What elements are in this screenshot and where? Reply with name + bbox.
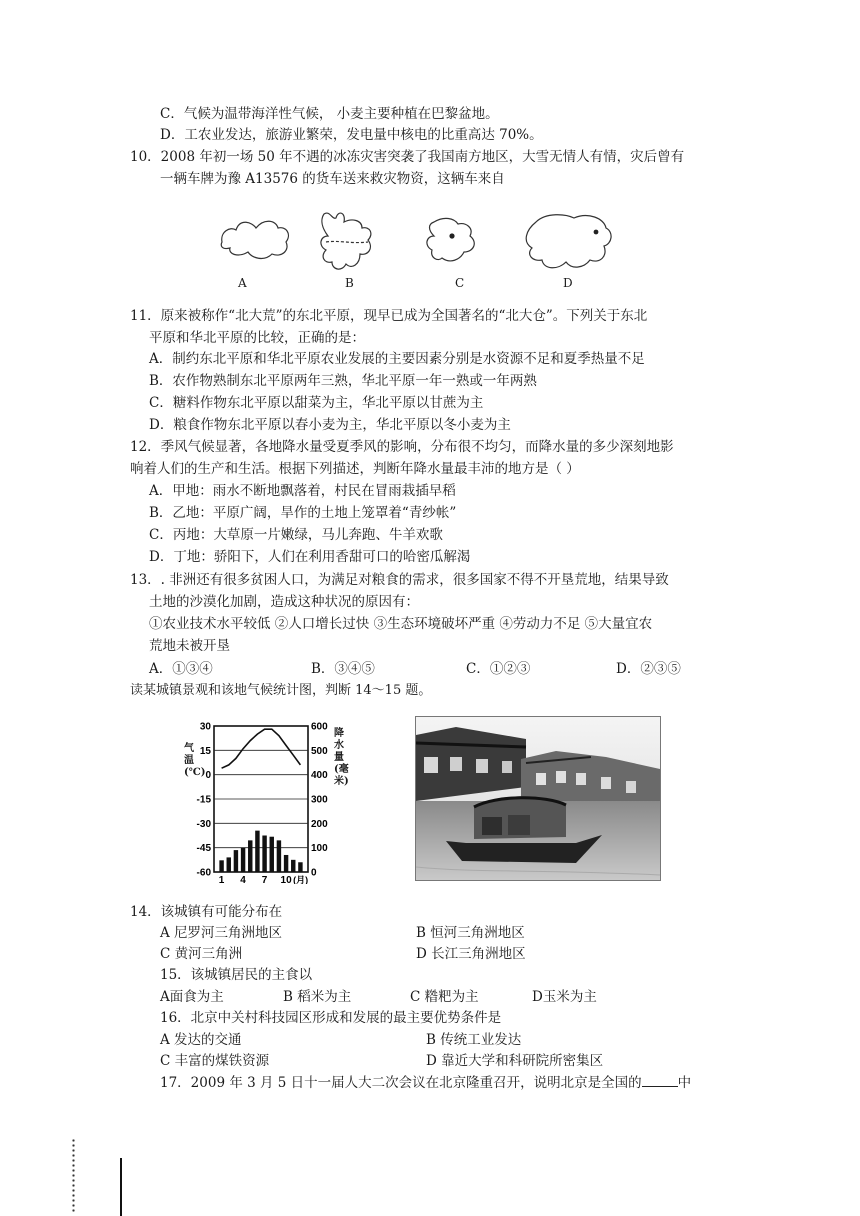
map-b-dashed-border: [326, 241, 368, 242]
q13-reasons-line2: 荒地未被开垦: [149, 638, 230, 654]
precipitation-bar: [219, 860, 223, 872]
q11-option-a: A．制约东北平原和华北平原农业发展的主要因素分别是水资源不足和夏季热量不足: [149, 351, 645, 367]
q9-option-c: C．气候为温带海洋性气候， 小麦主要种植在巴黎盆地。: [160, 106, 499, 122]
q11-option-d: D．粮食作物东北平原以春小麦为主，华北平原以冬小麦为主: [149, 417, 511, 433]
q13-option-a: A．①③④: [149, 661, 213, 677]
q16-option-a: A 发达的交通: [160, 1032, 242, 1048]
precip-tick-label: 200: [311, 818, 328, 830]
map-label-b: B: [345, 276, 354, 290]
q13-option-c: C．①②③: [466, 661, 531, 677]
precipitation-bar: [262, 836, 266, 873]
precipitation-bar: [284, 855, 288, 872]
precipitation-bar: [255, 831, 259, 872]
section-instruction: 读某城镇景观和该地气候统计图，判断 14～15 题。: [130, 683, 432, 698]
precipitation-bar: [298, 862, 302, 872]
month-tick-label: 10: [280, 875, 292, 884]
map-label-c: C: [455, 276, 465, 290]
map-d-capital-dot: [594, 230, 599, 235]
month-tick-label: 4: [240, 875, 246, 884]
q12-stem-line1: 12．季风气候显著，各地降水量受夏季风的影响，分布很不均匀，而降水量的多少深刻地影: [130, 439, 674, 455]
q15-option-c: C 糌粑为主: [410, 989, 479, 1005]
q9-option-d: D．工农业发达，旅游业繁荣，发电量中核电的比重高达 70%。: [160, 127, 543, 143]
q13-option-b: B．③④⑤: [311, 661, 375, 677]
q15-option-d: D玉米为主: [532, 989, 597, 1005]
q12-option-d: D．丁地：骄阳下，人们在利用香甜可口的哈密瓜解渴: [149, 549, 471, 565]
q17-stem: [160, 1073, 691, 1093]
q12-option-a: A．甲地：雨水不断地飘落着，村民在冒雨栽插早稻: [149, 483, 456, 499]
q13-reasons-line1: ①农业技术水平较低 ②人口增长过快 ③生态环境破坏严重 ④劳动力不足 ⑤大量宜农: [149, 616, 653, 632]
town-canal-photo: [415, 716, 661, 881]
q14-option-d: D 长江三角洲地区: [416, 946, 526, 962]
month-tick-label: 1: [218, 875, 225, 884]
temp-tick-label: 30: [199, 721, 211, 733]
map-a-shape: [221, 221, 288, 258]
temperature-curve: [222, 729, 301, 768]
month-unit-label: (月): [293, 875, 309, 884]
map-label-a: A: [238, 276, 247, 290]
q16-stem: 16．北京中关村科技园区形成和发展的最主要优势条件是: [160, 1010, 502, 1026]
precipitation-bar: [234, 850, 238, 872]
precip-tick-label: 500: [311, 745, 328, 757]
q11-option-c: C．糖料作物东北平原以甜菜为主，华北平原以甘蔗为主: [149, 395, 484, 411]
precipitation-axis-label: 降水量(毫米): [334, 728, 349, 787]
map-d-shape: [526, 215, 611, 268]
precipitation-bar: [241, 848, 245, 872]
q14-option-a: A 尼罗河三角洲地区: [160, 925, 283, 941]
precipitation-bar: [227, 857, 231, 872]
temperature-axis-label: 气温(℃): [184, 743, 206, 778]
margin-rule: [120, 1158, 122, 1216]
map-b-shape: [321, 213, 371, 269]
q16-option-c: C 丰富的煤铁资源: [160, 1053, 270, 1069]
q16-option-d: D 靠近大学和科研院所密集区: [426, 1053, 604, 1069]
q13-stem-line1: 13．. 非洲还有很多贫困人口，为满足对粮食的需求，很多国家不得不开垦荒地，结果导致: [130, 572, 669, 588]
temp-tick-label: 15: [199, 745, 211, 757]
q17-answer-blank[interactable]: [642, 1074, 678, 1087]
q15-option-a: A面食为主: [160, 989, 224, 1005]
precipitation-bar: [291, 860, 295, 872]
q10-stem-line1: 10．2008 年初一场 50 年不遇的冰冻灾害突袭了我国南方地区，大雪无情人有情，灾后曾有: [130, 149, 685, 165]
climate-chart: [172, 718, 348, 884]
map-label-d: D: [563, 276, 573, 290]
precip-tick-label: 400: [311, 770, 328, 782]
temp-tick-label: -45: [196, 843, 211, 855]
q11-option-b: B．农作物熟制东北平原两年三熟，华北平原一年一熟或一年两熟: [149, 373, 537, 389]
temp-tick-label: -30: [196, 818, 211, 830]
precip-tick-label: 0: [311, 867, 317, 879]
q17-text-tail: 中: [677, 1075, 692, 1091]
q11-stem-line1: 11．原来被称作“北大荒”的东北平原，现早已成为全国著名的“北大仓”。下列关于东北: [130, 308, 648, 324]
q12-option-c: C．丙地：大草原一片嫩绿，马儿奔跑、牛羊欢歌: [149, 527, 443, 543]
q11-stem-line2: 平原和华北平原的比较，正确的是：: [149, 330, 365, 346]
map-c-capital-dot: [449, 233, 454, 238]
q14-option-b: B 恒河三角洲地区: [416, 925, 525, 941]
q13-option-d: D．②③⑤: [616, 661, 681, 677]
q12-stem-line2: 响着人们的生产和生活。根据下列描述，判断年降水量最丰沛的地方是（ ）: [130, 461, 580, 477]
q14-stem: 14．该城镇有可能分布在: [130, 904, 283, 920]
precip-tick-label: 600: [311, 721, 328, 733]
precip-tick-label: 100: [311, 843, 328, 855]
temp-tick-label: 0: [205, 770, 211, 782]
q15-option-b: B 稻米为主: [283, 989, 352, 1005]
precipitation-bar: [277, 840, 281, 872]
temp-tick-label: -60: [196, 867, 211, 879]
precip-tick-label: 300: [311, 794, 328, 806]
binding-dotted-line: [72, 1138, 75, 1214]
precipitation-bar: [270, 837, 274, 872]
temp-tick-label: -15: [196, 794, 211, 806]
q15-stem: 15．该城镇居民的主食以: [160, 967, 313, 983]
q16-option-b: B 传统工业发达: [426, 1032, 522, 1048]
q17-text: 17．2009 年 3 月 5 日十一届人大二次会议在北京隆重召开，说明北京是全国的: [160, 1075, 642, 1091]
q12-option-b: B．乙地：平原广阔，旱作的土地上笼罩着“青纱帐”: [149, 505, 457, 521]
q10-stem-line2: 一辆车牌为豫 A13576 的货车送来救灾物资，这辆车来自: [160, 171, 505, 187]
precipitation-bar: [248, 840, 252, 872]
map-c-shape: [427, 218, 474, 261]
q13-stem-line2: 土地的沙漠化加剧，造成这种状况的原因有：: [149, 594, 419, 610]
month-tick-label: 7: [261, 875, 268, 884]
q14-option-c: C 黄河三角洲: [160, 946, 243, 962]
